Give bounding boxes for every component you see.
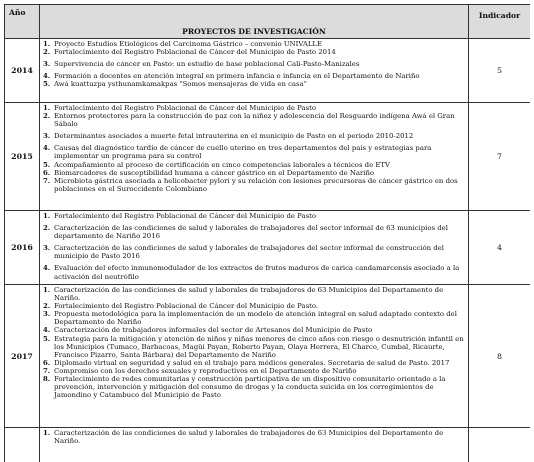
project-number: 6. [43, 168, 51, 177]
project-title: Propuesta metodológica para la implementación de un modelo de atención integral en salud adaptado contexto del Departamento de Nariño [54, 310, 457, 327]
projects-cell [40, 428, 469, 462]
project-item [43, 177, 466, 193]
projects-cell [40, 103, 469, 211]
project-number: 2. [43, 224, 51, 233]
project-title: Causas del diagnóstico tardío de cáncer de cuello uterino en tres departamentos del país y estrategias para implementar un programa para su control [54, 144, 432, 161]
project-number: 1. [43, 104, 51, 112]
project-item [43, 326, 466, 334]
project-title: Formación a docentes en atención integral en primera infancia e infancia en el Departamento de Nariño [54, 72, 420, 81]
project-title: Entornos protectores para la construcción de paz con la niñez y adolescencia del Resguardo indígena Awá el Gran Sábalo [54, 112, 455, 129]
project-title: Awá kuattuzpa ysthunamkamakpas "Somos mensajeras de vida en casa" [54, 80, 307, 89]
project-item [43, 161, 466, 169]
project-number: 5. [43, 160, 51, 169]
project-item [43, 144, 466, 160]
project-number: 2. [43, 112, 51, 121]
project-number: 7. [43, 366, 51, 375]
project-item [43, 244, 466, 260]
project-number: 4. [43, 264, 51, 273]
project-item [43, 40, 466, 48]
project-number: 3. [43, 132, 51, 141]
project-number: 3. [43, 310, 51, 319]
project-item [43, 302, 466, 310]
project-number: 1. [43, 212, 51, 220]
project-list [43, 286, 466, 399]
project-title: Evaluación del efecto inmunomodulador de los extractos de frutos maduros de carica candamarcensis asociado a la activación del neutrófilo [54, 264, 460, 281]
project-item [43, 429, 466, 445]
project-number: 4. [43, 72, 51, 81]
table-row [5, 428, 531, 462]
project-number: 1. [43, 286, 51, 294]
project-title: Fortalecimiento del Registro Poblacional de Cáncer del Municipio de Pasto. [54, 302, 319, 311]
year-cell: 2014 [5, 39, 40, 103]
projects-table [4, 4, 530, 462]
year-column-header: Año [5, 5, 40, 39]
year-cell [5, 428, 40, 462]
project-number: 3. [43, 60, 51, 69]
indicator-column-header: Indicador [469, 5, 531, 39]
project-item [43, 112, 466, 128]
project-number: 5. [43, 80, 51, 89]
project-list [43, 104, 466, 193]
project-list [43, 40, 466, 88]
table-row [5, 285, 531, 428]
project-item [43, 264, 466, 280]
project-item [43, 310, 466, 326]
project-title: Diplomado virtual en seguridad y salud en el trabajo para médicos generales. Secretaria de salud de Pasto. 2017 [54, 358, 450, 367]
project-title: Caracterización de las condiciones de salud y laborales de trabajadores de 63 Municipios del Departamento de Nariño. [54, 429, 444, 446]
project-item [43, 169, 466, 177]
project-item [43, 286, 466, 302]
project-item [43, 104, 466, 112]
project-title: Compromiso con los derechos sexuales y reproductivos en el Departamento de Nariño [54, 366, 357, 375]
project-title: Determinantes asociados a muerte fetal intrauterina en el municipio de Pasto en el periodo 2010-2012 [54, 132, 414, 141]
project-number: 7. [43, 176, 51, 185]
project-number: 1. [43, 429, 51, 437]
project-title: Estrategia para la mitigación y atención de niños y niñas menores de cinco años con riesgo o desnutrición infantil en los Municipios (Tumaco, Barbacoas, Magüi Payan, Roberto Payan, Olaya Herrera, El Charco, Cumbal, Ricaurte, Francisco Pizarro, Santa Bárbara) del Departamento de Nariño [54, 334, 464, 359]
project-item [43, 224, 466, 240]
project-title: Caracterización de trabajadores informales del sector de Artesanos del Municipio de Pasto [54, 326, 373, 335]
project-title: Fortalecimiento del Registro Poblacional de Cáncer del Municipio de Pasto [54, 104, 317, 112]
project-title: Fortalecimiento del Registro Poblacional de Cáncer del Municipio de Pasto 2014 [54, 48, 336, 57]
project-item [43, 60, 466, 68]
project-item [43, 367, 466, 375]
table-row [5, 39, 531, 103]
project-list [43, 429, 466, 445]
table-row [5, 211, 531, 285]
project-number: 5. [43, 334, 51, 343]
projects-cell [40, 211, 469, 285]
table-body [5, 39, 531, 462]
project-title: Acompañamiento al proceso de certificación en cinco competencias laborales a técnicos de ETV [54, 160, 390, 169]
indicator-cell: 8 [469, 285, 531, 428]
project-title: Caracterización de las condiciones de salud y laborales de trabajadores del sector informal de construcción del municipio de Pasto 2016 [54, 244, 444, 261]
project-number: 2. [43, 302, 51, 311]
project-title: Caracterización de las condiciones de salud y laborales de trabajadores del sector informal de 63 municipios del departamento de Nariño 2016 [54, 224, 448, 241]
project-list [43, 212, 466, 281]
year-cell: 2016 [5, 211, 40, 285]
project-number: 2. [43, 48, 51, 57]
project-title: Fortalecimiento del Registro Poblacional de Cáncer del Municipio de Pasto [54, 212, 317, 220]
project-item [43, 132, 466, 140]
year-cell: 2017 [5, 285, 40, 428]
project-title: Biomarcadores de susceptibilidad humana a cáncer gástrico en el Departamento de Nariño [54, 168, 375, 177]
project-item [43, 72, 466, 80]
project-number: 3. [43, 244, 51, 253]
project-title: Supervivencia de cáncer en Pasto: un estudio de base poblacional Cali-Pasto-Manizales [54, 60, 360, 69]
year-cell: 2015 [5, 103, 40, 211]
project-item [43, 212, 466, 220]
indicator-cell: 7 [469, 103, 531, 211]
project-title: Caracterización de las condiciones de salud y laborales de trabajadores de 63 Municipios del Departamento de Nariño. [54, 286, 444, 303]
project-item [43, 335, 466, 359]
project-item [43, 80, 466, 88]
indicator-cell: 4 [469, 211, 531, 285]
project-number: 8. [43, 375, 51, 384]
indicator-cell: 5 [469, 39, 531, 103]
table-header-row [5, 5, 531, 39]
project-title: Fortalecimiento de redes comunitarias y construcción participativa de un dispositivo comunitario orientado a la prevención, intervención y mitigación del consumo de drogas y la conducta suicida en los corregimientos de Jamondino y Catambuco del Municipio de Pasto [54, 375, 446, 400]
project-number: 1. [43, 40, 51, 48]
projects-column-header: PROYECTOS DE INVESTIGACIÓN [40, 5, 469, 39]
project-title: Proyecto Estudios Etiológicos del Carcinoma Gástrico – convenio UNIVALLE [54, 40, 323, 48]
project-item [43, 359, 466, 367]
project-item [43, 375, 466, 399]
projects-table-container [4, 4, 530, 462]
project-item [43, 48, 466, 56]
projects-cell [40, 39, 469, 103]
projects-cell [40, 285, 469, 428]
project-title: Microbiota gástrica asociada a helicobacter pylori y su relación con lesiones precursoras de cáncer gástrico en dos poblaciones en el Suroccidente Colombiano [54, 176, 458, 193]
project-number: 4. [43, 144, 51, 153]
project-number: 4. [43, 326, 51, 335]
table-row [5, 103, 531, 211]
indicator-cell [469, 428, 531, 462]
project-number: 6. [43, 358, 51, 367]
